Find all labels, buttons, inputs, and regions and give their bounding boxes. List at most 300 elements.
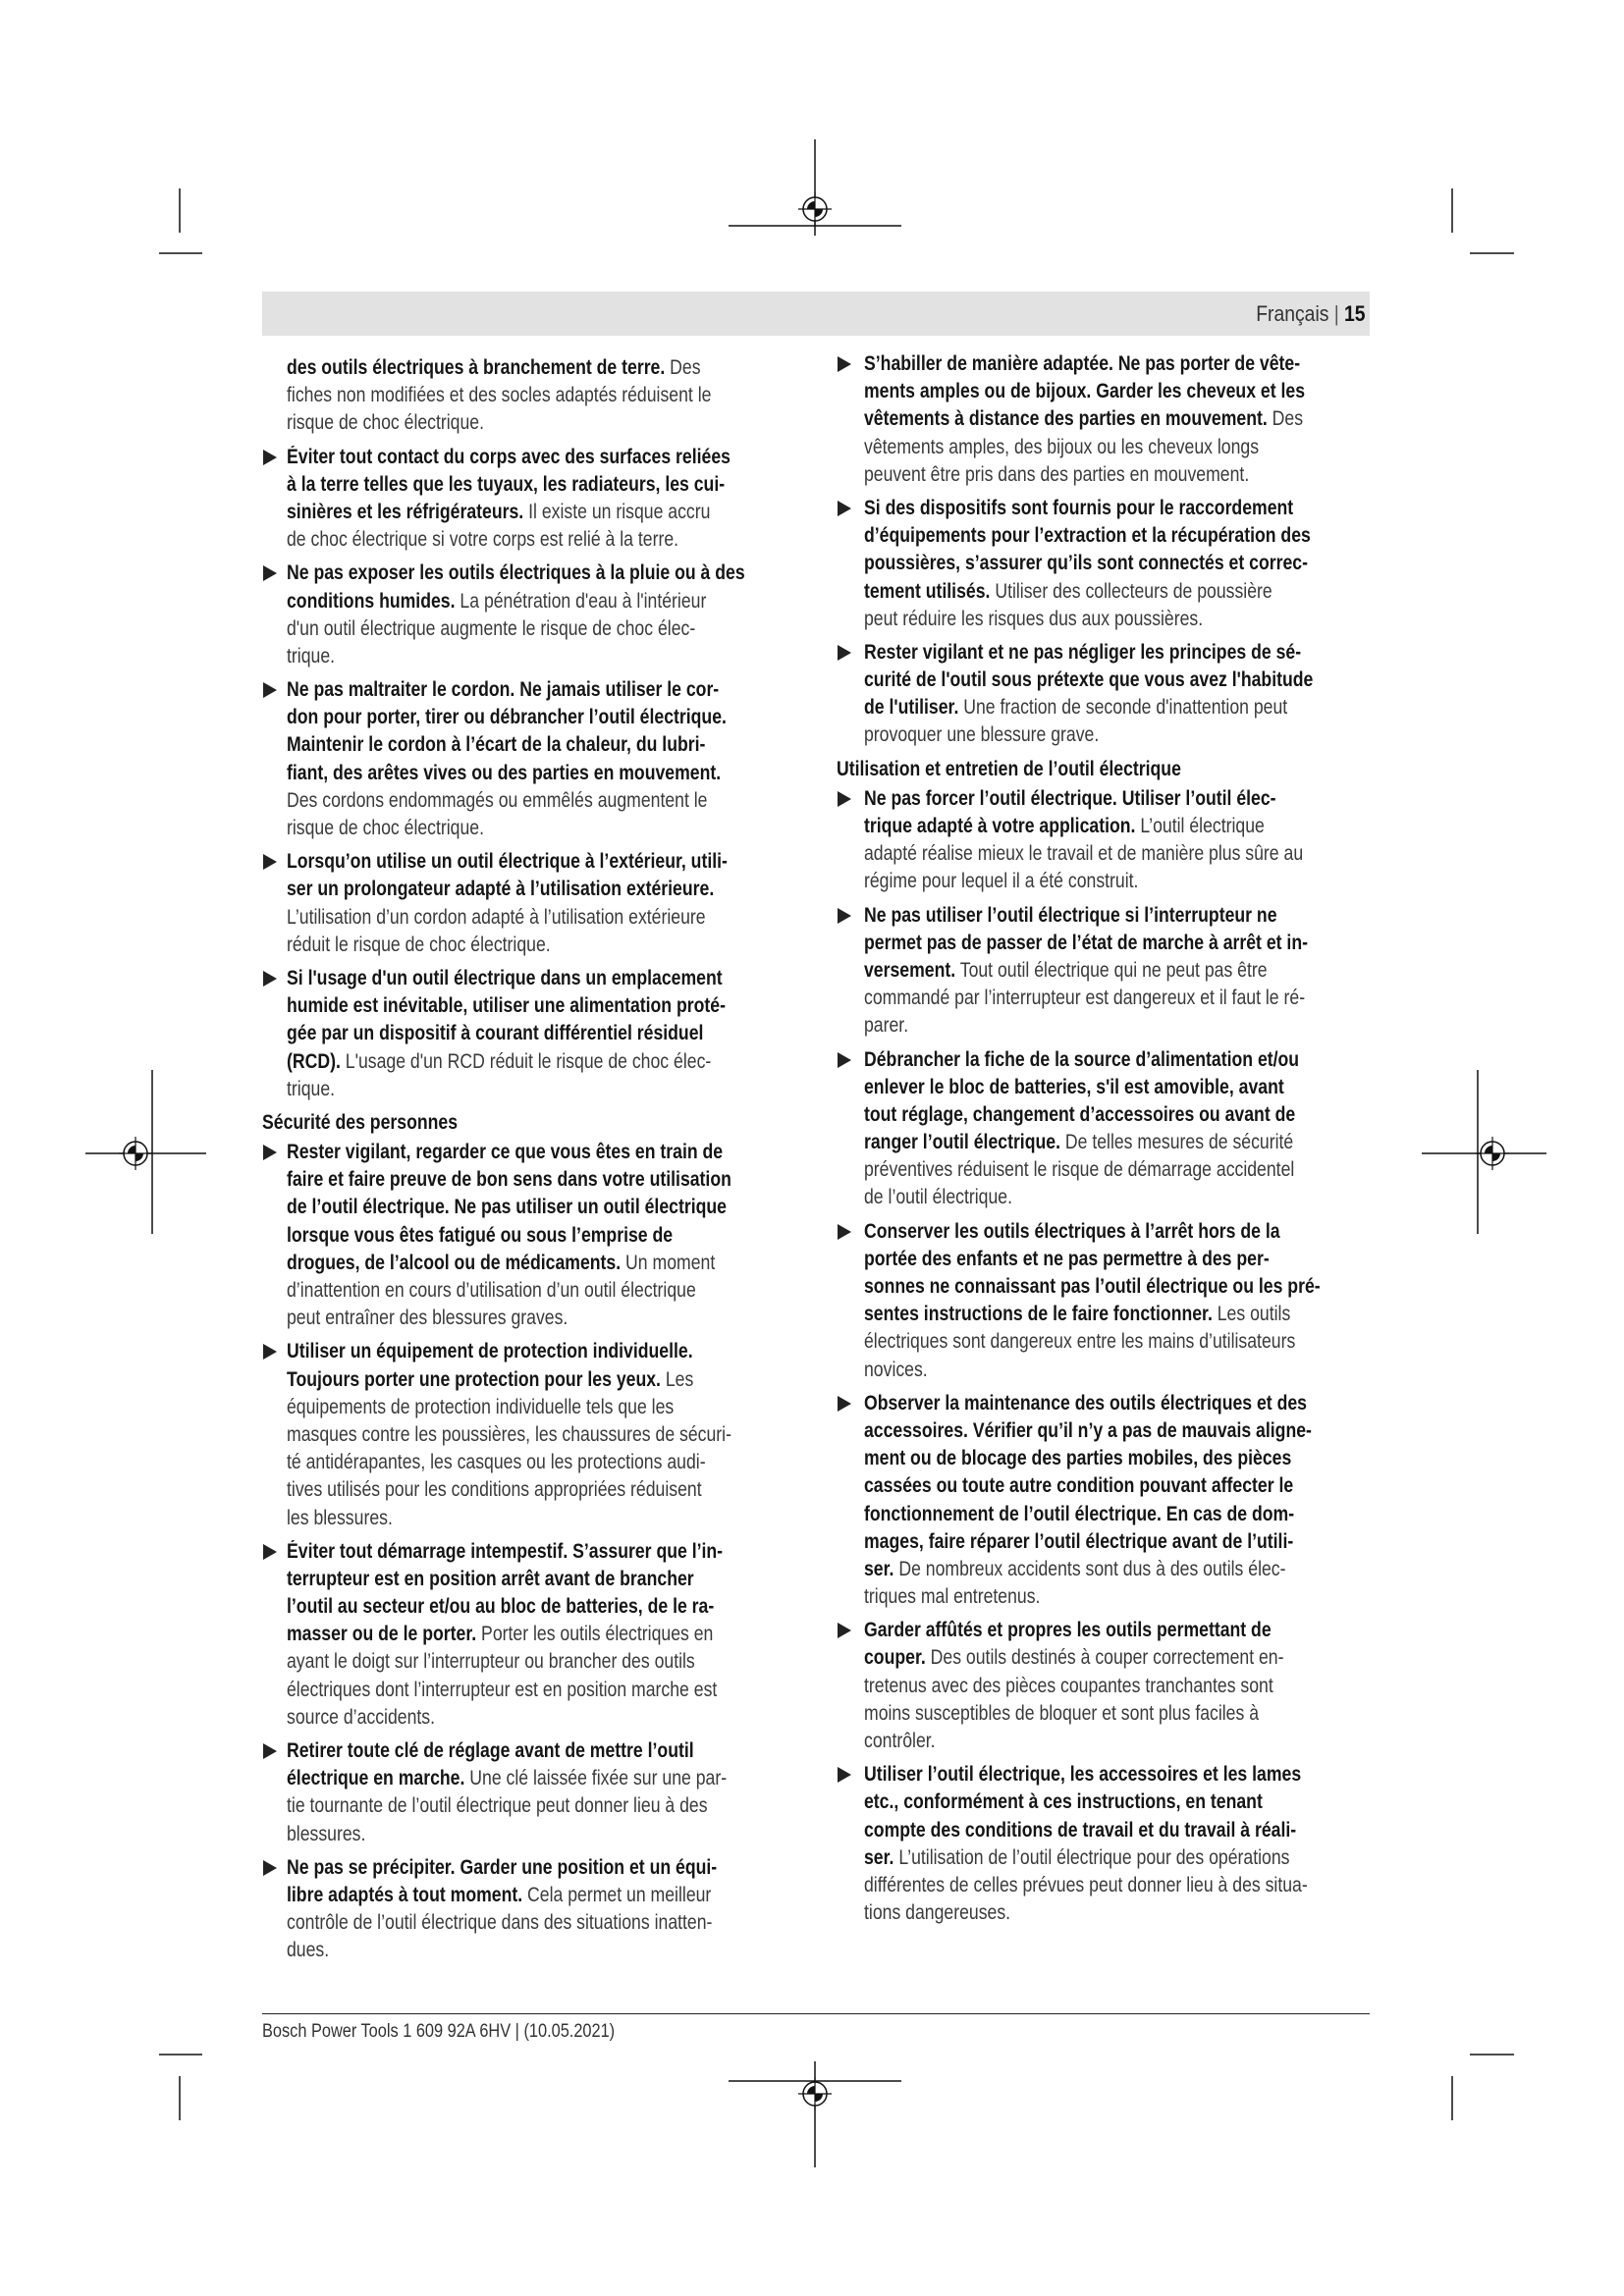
regular-text: les blessures. xyxy=(287,1506,393,1529)
text-line xyxy=(864,1789,1370,1816)
text-line-content xyxy=(287,444,731,471)
bold-text: des outils électriques à branchement de terre. xyxy=(287,356,666,379)
text-line-content xyxy=(864,1328,1295,1356)
text-line xyxy=(287,1792,807,1820)
text-line xyxy=(287,1854,807,1882)
text-line xyxy=(287,1020,807,1047)
text-line xyxy=(864,495,1370,522)
text-line-content xyxy=(864,1844,1289,1872)
text-line-content xyxy=(287,904,706,932)
text-line xyxy=(287,1765,807,1792)
text-line xyxy=(864,1556,1370,1583)
bold-text: Toujours porter une protection pour les yeux. xyxy=(287,1367,661,1391)
text-line xyxy=(864,522,1370,550)
text-line xyxy=(287,1538,807,1566)
bold-text: ranger l’outil électrique. xyxy=(864,1131,1060,1154)
text-line-content xyxy=(287,1765,727,1792)
text-line xyxy=(287,1222,807,1250)
text-line-content xyxy=(864,1101,1295,1129)
section-heading-text: Utilisation et entretien de l’outil électrique xyxy=(837,757,1181,780)
bold-text: gée par un dispositif à courant différentiel résiduel xyxy=(287,1022,704,1045)
regular-text: blessures. xyxy=(287,1822,366,1845)
text-line-content xyxy=(287,1394,674,1421)
text-line xyxy=(864,957,1370,985)
right-triangle-icon xyxy=(838,356,851,372)
bold-text: fiant, des arêtes vives ou des parties en mouvement. xyxy=(287,761,722,784)
text-line xyxy=(864,1074,1370,1101)
regular-text: tretenus avec des pièces coupantes tranchantes sont xyxy=(864,1674,1273,1697)
text-line-content xyxy=(864,1417,1312,1445)
bold-text: versement. xyxy=(864,958,956,982)
text-line-content xyxy=(287,1538,723,1566)
text-line-content xyxy=(287,471,725,499)
section-heading xyxy=(837,756,1370,783)
text-line-content xyxy=(864,1184,1012,1211)
text-line-content xyxy=(864,434,1259,461)
regular-text: moins susceptibles de bloquer et sont plus faciles à xyxy=(864,1701,1260,1725)
regular-text: La pénétration d'eau à l'intérieur xyxy=(455,589,707,613)
text-line xyxy=(287,1277,807,1305)
bullet-item xyxy=(837,785,1370,896)
text-line-content xyxy=(864,840,1303,868)
text-line xyxy=(287,965,807,992)
text-line-content xyxy=(287,1166,731,1194)
text-line-content xyxy=(287,1250,715,1277)
bullet-item xyxy=(262,444,807,555)
text-line-content xyxy=(287,1909,712,1937)
text-line-content xyxy=(287,1366,693,1394)
left-column xyxy=(262,354,807,1971)
text-line-content xyxy=(287,1305,568,1332)
text-line xyxy=(864,1728,1370,1755)
text-line xyxy=(287,444,807,471)
text-line-content xyxy=(287,1737,694,1765)
regular-text: De nombreux accidents sont dus à des outils élec- xyxy=(893,1557,1286,1580)
text-line-content xyxy=(287,1882,711,1909)
bold-text: conditions humides. xyxy=(287,589,456,613)
regular-text: électriques sont dangereux entre les mains d’utilisateurs xyxy=(864,1330,1296,1354)
text-line-content xyxy=(864,1390,1307,1417)
regular-text: Utiliser des collecteurs de poussière xyxy=(990,579,1272,603)
text-line xyxy=(864,434,1370,461)
text-line-content xyxy=(864,405,1303,433)
text-line xyxy=(287,1566,807,1593)
regular-text: Les outils xyxy=(1212,1303,1291,1326)
regular-text: d’inattention en cours d’utilisation d’un outil électrique xyxy=(287,1279,696,1302)
bold-text: sonnes ne connaissant pas l’outil électrique ou les pré- xyxy=(864,1275,1321,1298)
text-line xyxy=(864,1218,1370,1246)
text-line xyxy=(287,932,807,959)
text-line-content xyxy=(864,1617,1272,1644)
bullet-item xyxy=(262,560,807,670)
text-line-content xyxy=(864,639,1301,667)
bold-text: ser. xyxy=(864,1845,894,1869)
bullet-item xyxy=(837,902,1370,1041)
section-heading-line xyxy=(262,1109,807,1137)
text-line xyxy=(864,1357,1370,1384)
text-line-content xyxy=(287,526,678,554)
text-line-content xyxy=(864,1301,1290,1328)
text-line xyxy=(287,526,807,554)
text-line xyxy=(287,704,807,731)
regular-text: Une fraction de seconde d'inattention peut xyxy=(958,696,1288,720)
text-line xyxy=(287,1338,807,1365)
bold-text: masser ou de le porter. xyxy=(287,1623,477,1646)
regular-text: Porter les outils électriques en xyxy=(476,1623,714,1646)
text-line-content xyxy=(864,1357,928,1384)
regular-text: de choc électrique si votre corps est relié à la terre. xyxy=(287,528,679,552)
regular-text: trique. xyxy=(287,644,336,667)
text-line xyxy=(287,1621,807,1648)
text-line xyxy=(864,694,1370,721)
right-triangle-icon xyxy=(263,1860,277,1876)
text-line-content xyxy=(287,1421,731,1449)
regular-text: Des outils destinés à couper correctement en- xyxy=(925,1646,1284,1670)
bold-text: Si des dispositifs sont fournis pour le raccordement xyxy=(864,496,1294,519)
bullet-item xyxy=(262,1139,807,1332)
text-line-content xyxy=(864,694,1287,721)
text-line xyxy=(287,1593,807,1621)
right-triangle-icon xyxy=(838,501,851,516)
text-line-content xyxy=(864,1817,1296,1844)
section-heading-line xyxy=(837,756,1370,783)
right-triangle-icon xyxy=(263,682,277,698)
text-line-content xyxy=(287,560,745,587)
text-line-content xyxy=(287,876,714,903)
text-line xyxy=(864,1872,1370,1899)
regular-text: vêtements amples, des bijoux ou les cheveux longs xyxy=(864,435,1260,458)
header-bar xyxy=(262,292,1370,336)
text-line xyxy=(864,1129,1370,1156)
bullet-item xyxy=(837,495,1370,633)
text-line-content xyxy=(287,1139,723,1166)
text-line-content xyxy=(864,1528,1293,1556)
text-line xyxy=(287,1166,807,1194)
text-line-content xyxy=(864,1129,1293,1156)
text-line xyxy=(287,1076,807,1103)
bold-text: Utiliser l’outil électrique, les accessoires et les lames xyxy=(864,1763,1302,1787)
text-line-content xyxy=(287,615,695,643)
text-line-content xyxy=(287,1020,703,1047)
regular-text: d'un outil électrique augmente le risque de choc élec- xyxy=(287,616,696,640)
text-line xyxy=(864,840,1370,868)
bold-text: (RCD). xyxy=(287,1049,341,1073)
text-line xyxy=(864,1644,1370,1672)
regular-text: Un moment xyxy=(621,1251,716,1274)
bold-text: Ne pas utiliser l’outil électrique si l’interrupteur ne xyxy=(864,903,1277,927)
text-line-content xyxy=(864,606,1203,633)
text-line xyxy=(864,606,1370,633)
bold-text: sinières et les réfrigérateurs. xyxy=(287,500,524,523)
regular-text: équipements de protection individuelle tels que les xyxy=(287,1395,675,1418)
text-line-content xyxy=(287,1621,713,1648)
text-line xyxy=(287,760,807,787)
bold-text: trique adapté à votre application. xyxy=(864,815,1136,837)
section-heading-text: Sécurité des personnes xyxy=(262,1110,459,1134)
registration-target-icon xyxy=(798,192,832,226)
bold-text: l’outil au secteur et/ou au bloc de batteries, de le ra- xyxy=(287,1595,715,1619)
text-line xyxy=(287,615,807,643)
text-line xyxy=(864,1301,1370,1328)
text-line-content xyxy=(864,1501,1294,1528)
text-line xyxy=(287,1505,807,1532)
text-line xyxy=(287,1937,807,1964)
text-line xyxy=(864,1617,1370,1644)
text-line xyxy=(864,1328,1370,1356)
text-line-content xyxy=(864,785,1276,813)
text-line xyxy=(864,1472,1370,1500)
text-line-content xyxy=(287,676,719,704)
text-line-content xyxy=(287,1222,673,1250)
text-line-content xyxy=(287,787,708,815)
text-line-content xyxy=(287,643,335,670)
text-line-content xyxy=(864,1445,1291,1472)
right-triangle-icon xyxy=(263,450,277,465)
text-line xyxy=(864,1417,1370,1445)
text-line-content xyxy=(287,1277,696,1305)
text-line xyxy=(864,985,1370,1012)
bullet-item xyxy=(262,1538,807,1732)
bold-text: ser. xyxy=(864,1557,894,1580)
regular-text: régime pour lequel il a été construit. xyxy=(864,870,1139,893)
right-column xyxy=(837,350,1370,1933)
bullet-item xyxy=(837,1218,1370,1384)
text-line xyxy=(287,1909,807,1937)
text-line-content xyxy=(864,1583,1040,1611)
text-line xyxy=(864,578,1370,606)
text-line xyxy=(287,1476,807,1504)
bold-text: cassées ou toute autre condition pouvant affecter le xyxy=(864,1474,1294,1498)
text-line-content xyxy=(287,1704,435,1732)
regular-text: De telles mesures de sécurité xyxy=(1059,1131,1294,1154)
text-line xyxy=(287,1677,807,1704)
text-line-content xyxy=(864,1789,1263,1816)
bold-text: couper. xyxy=(864,1646,926,1670)
regular-text: tions dangereuses. xyxy=(864,1901,1011,1925)
text-line xyxy=(864,1583,1370,1611)
bullet-item xyxy=(262,1338,807,1531)
text-line-content xyxy=(287,815,484,842)
text-line xyxy=(287,1882,807,1909)
right-triangle-icon xyxy=(838,645,851,661)
text-line xyxy=(287,1821,807,1848)
regular-text: contrôler. xyxy=(864,1730,936,1752)
bold-text: don pour porter, tirer ou débrancher l’outil électrique. xyxy=(287,706,727,729)
text-line-content xyxy=(864,1012,908,1040)
text-line xyxy=(287,1449,807,1476)
right-triangle-icon xyxy=(263,565,277,581)
bullet-item xyxy=(837,1390,1370,1612)
regular-text: peut réduire les risques dus aux poussières. xyxy=(864,607,1204,630)
right-triangle-icon xyxy=(263,1544,277,1560)
right-triangle-icon xyxy=(263,971,277,987)
text-line-content xyxy=(287,354,701,382)
text-line-content xyxy=(287,1648,695,1676)
right-triangle-icon xyxy=(838,1224,851,1240)
text-line-content xyxy=(864,1673,1273,1700)
text-line-content xyxy=(864,461,1249,489)
text-line-content xyxy=(864,1218,1280,1246)
regular-text: Tout outil électrique qui ne peut pas être xyxy=(955,958,1268,982)
bold-text: faire et faire preuve de bon sens dans votre utilisation xyxy=(287,1168,731,1192)
text-line xyxy=(864,1246,1370,1273)
bold-text: Éviter tout contact du corps avec des surfaces reliées xyxy=(287,445,731,468)
text-line-content xyxy=(287,1505,393,1532)
registration-target-icon xyxy=(119,1137,152,1170)
text-line-content xyxy=(864,1074,1284,1101)
text-line-content xyxy=(864,1700,1259,1728)
bold-text: mages, faire réparer l’outil électrique avant de l’utili- xyxy=(864,1529,1294,1553)
text-line-content xyxy=(864,1728,936,1755)
text-line xyxy=(287,676,807,704)
text-line xyxy=(864,1390,1370,1417)
text-line xyxy=(864,461,1370,489)
text-line xyxy=(287,1704,807,1732)
text-line-content xyxy=(287,731,705,759)
text-line-content xyxy=(864,1472,1293,1500)
text-line-content xyxy=(864,1872,1308,1899)
text-line xyxy=(287,992,807,1020)
right-triangle-icon xyxy=(838,1767,851,1783)
footer-text: Bosch Power Tools 1 609 92A 6HV | (10.05.2021) xyxy=(262,2021,616,2042)
text-line xyxy=(287,382,807,409)
right-triangle-icon xyxy=(263,854,277,870)
bullet-item xyxy=(262,848,807,959)
bold-text: de l’outil électrique. Ne pas utiliser un outil électrique xyxy=(287,1196,727,1219)
text-line xyxy=(864,1184,1370,1211)
text-line xyxy=(287,731,807,759)
regular-text: L’outil électrique xyxy=(1135,815,1265,837)
bold-text: d’équipements pour l’extraction et la récupération des xyxy=(864,524,1311,548)
bold-text: Ne pas forcer l’outil électrique. Utiliser l’outil élec- xyxy=(864,786,1276,810)
text-line-content xyxy=(864,1156,1294,1184)
right-triangle-icon xyxy=(838,1623,851,1638)
regular-text: té antidérapantes, les casques ou les protections audi- xyxy=(287,1451,706,1474)
text-line xyxy=(864,550,1370,577)
text-line xyxy=(864,1445,1370,1472)
bold-text: humide est inévitable, utiliser une alimentation proté- xyxy=(287,994,726,1018)
text-line xyxy=(864,1501,1370,1528)
text-line xyxy=(864,1046,1370,1074)
text-line xyxy=(287,848,807,876)
text-line-content xyxy=(864,1644,1283,1672)
text-line xyxy=(287,1394,807,1421)
text-line xyxy=(287,560,807,587)
text-line-content xyxy=(864,495,1293,522)
bold-text: de l'utiliser. xyxy=(864,696,959,720)
regular-text: provoquer une blessure grave. xyxy=(864,723,1100,747)
text-line xyxy=(864,350,1370,378)
text-line xyxy=(287,876,807,903)
regular-text: Cela permet un meilleur xyxy=(522,1883,712,1906)
text-line xyxy=(287,471,807,499)
text-line xyxy=(864,902,1370,930)
regular-text: Une clé laissée fixée sur une par- xyxy=(464,1767,728,1790)
regular-text: Des xyxy=(665,356,701,379)
text-line xyxy=(287,643,807,670)
text-line xyxy=(287,1194,807,1221)
text-line-content xyxy=(864,1556,1286,1583)
text-line xyxy=(287,904,807,932)
text-line-content xyxy=(287,932,551,959)
text-line xyxy=(287,1366,807,1394)
text-line xyxy=(864,639,1370,667)
text-line-content xyxy=(864,578,1272,606)
text-line-content xyxy=(287,1449,706,1476)
bold-text: terrupteur est en position arrêt avant de brancher xyxy=(287,1567,694,1590)
text-line xyxy=(287,354,807,382)
right-triangle-icon xyxy=(838,1396,851,1412)
text-line xyxy=(287,1421,807,1449)
right-triangle-icon xyxy=(838,791,851,807)
right-triangle-icon xyxy=(838,1052,851,1068)
bold-text: ment ou de blocage des parties mobiles, des pièces xyxy=(864,1447,1292,1470)
text-line-content xyxy=(287,1076,335,1103)
regular-text: fiches non modifiées et des socles adaptés réduisent le xyxy=(287,384,712,407)
bold-text: ments amples ou de bijoux. Garder les cheveux et les xyxy=(864,380,1306,403)
text-line xyxy=(864,868,1370,895)
bold-text: Rester vigilant, regarder ce que vous êtes en train de xyxy=(287,1141,724,1164)
right-triangle-icon xyxy=(263,1145,277,1160)
text-line-content xyxy=(287,1194,727,1221)
bold-text: sentes instructions de le faire fonctionner. xyxy=(864,1303,1213,1326)
regular-text: dues. xyxy=(287,1939,330,1962)
regular-text: Des xyxy=(1267,407,1304,431)
text-line-content xyxy=(287,499,710,526)
text-line-content xyxy=(287,409,484,437)
right-triangle-icon xyxy=(838,908,851,924)
bullet-item xyxy=(262,676,807,842)
regular-text: trique. xyxy=(287,1077,336,1100)
text-line-content xyxy=(287,760,721,787)
text-line-content xyxy=(864,667,1313,694)
bold-text: Si l'usage d'un outil électrique dans un emplacement xyxy=(287,966,723,989)
regular-text: risque de choc électrique. xyxy=(287,817,485,839)
text-line xyxy=(287,1737,807,1765)
registration-target-icon xyxy=(1476,1137,1509,1170)
regular-text: différentes de celles prévues peut donner lieu à des situa- xyxy=(864,1873,1308,1896)
bold-text: tout réglage, changement d’accessoires ou avant de xyxy=(864,1102,1296,1126)
bold-text: Ne pas se précipiter. Garder une position et un équi- xyxy=(287,1855,718,1879)
continued-paragraph xyxy=(262,354,807,438)
regular-text: ayant le doigt sur l’interrupteur ou brancher des outils xyxy=(287,1650,695,1674)
bold-text: enlever le bloc de batteries, s'il est amovible, avant xyxy=(864,1075,1284,1098)
section-heading xyxy=(262,1109,807,1137)
text-line xyxy=(864,1899,1370,1927)
footer-rule xyxy=(262,2013,1370,2014)
text-line-content xyxy=(864,1761,1301,1789)
bold-text: libre adaptés à tout moment. xyxy=(287,1883,523,1906)
language-label: Français xyxy=(1256,301,1329,326)
bold-text: Retirer toute clé de réglage avant de mettre l’outil xyxy=(287,1739,694,1762)
text-line xyxy=(287,1048,807,1076)
bold-text: S’habiller de manière adaptée. Ne pas porter de vête- xyxy=(864,352,1301,375)
regular-text: adapté réalise mieux le travail et de manière plus sûre au xyxy=(864,842,1304,866)
text-line xyxy=(287,1250,807,1277)
text-line-content xyxy=(864,721,1099,749)
text-line-content xyxy=(287,965,723,992)
bold-text: etc., conformément à ces instructions, en tenant xyxy=(864,1790,1263,1814)
regular-text: contrôle de l’outil électrique dans des situations inatten- xyxy=(287,1911,713,1935)
text-line-content xyxy=(287,1338,693,1365)
bullet-item xyxy=(837,350,1370,489)
text-line xyxy=(864,667,1370,694)
regular-text: novices. xyxy=(864,1358,928,1381)
regular-text: parer. xyxy=(864,1014,909,1038)
bold-text: drogues, de l’alcool ou de médicaments. xyxy=(287,1251,622,1274)
text-line xyxy=(864,785,1370,813)
text-line-content xyxy=(287,1048,711,1076)
